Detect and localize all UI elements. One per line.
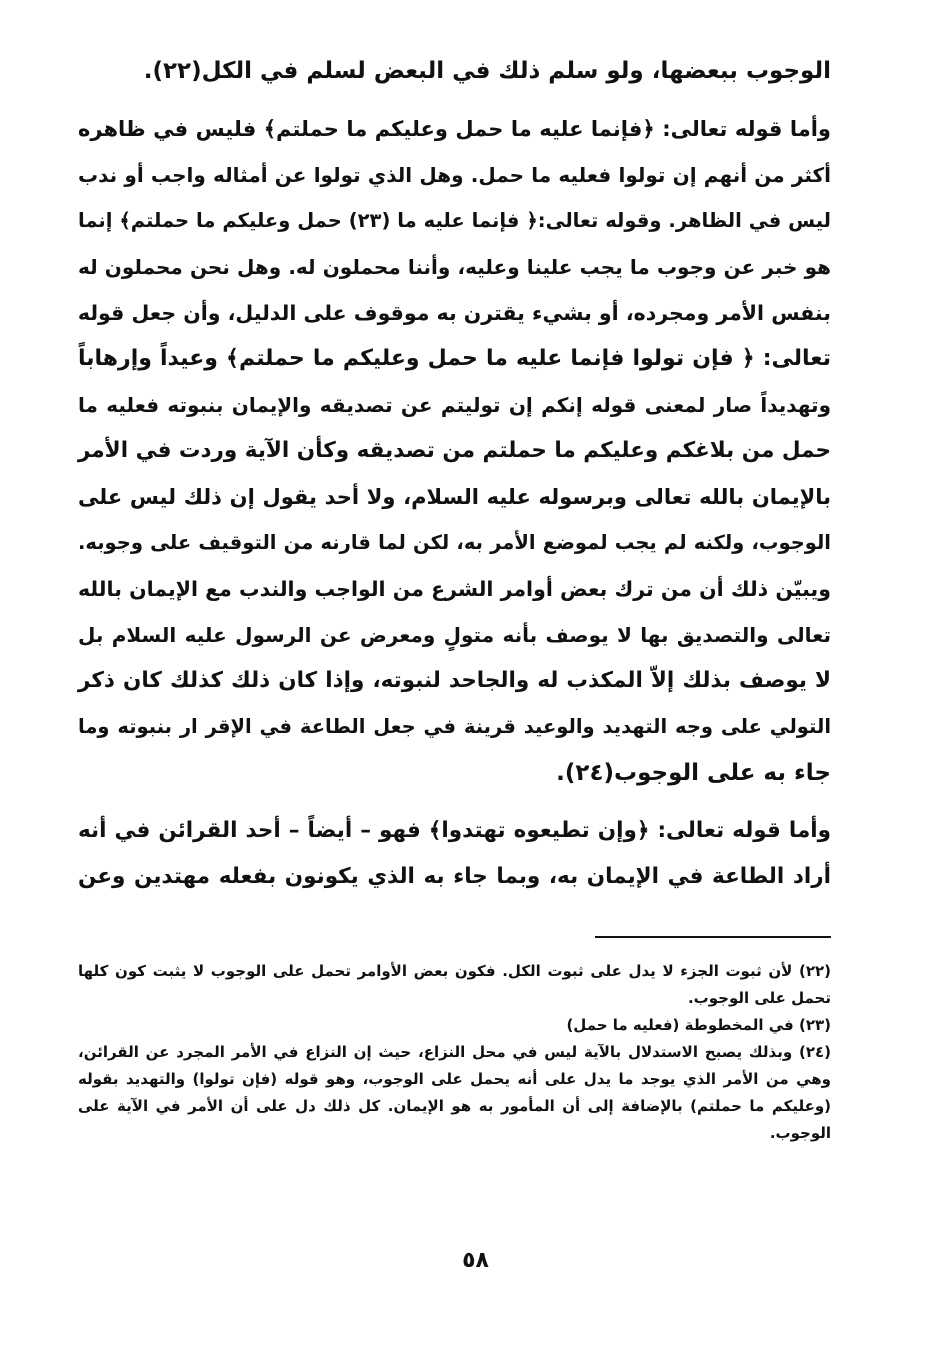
text-line: لا يوصف بذلك إلاّ المكذب له والجاحد لنبوته، وإذا كان ذلك كذلك كان ذكر bbox=[78, 668, 831, 693]
text-line: هو خبر عن وجوب ما يجب علينا وعليه، وأننا محملون له. وهل نحن محملون له bbox=[78, 255, 831, 279]
text-line: تعالى: ﴿ فإن تولوا فإنما عليه ما حمل وعليكم ما حملتم﴾ وعيداً وإرهاباً bbox=[78, 346, 831, 371]
footnote-line: (٢٣) في المخطوطة (فعليه ما حمل) bbox=[566, 1016, 831, 1034]
page-number: ٥٨ bbox=[462, 1248, 489, 1273]
footnote-line: (٢٤) وبذلك يصبح الاستدلال بالآية ليس في محل النزاع، حيث إن النزاع في الأمر المجرد عن القرائن، bbox=[78, 1043, 831, 1061]
footnote-divider bbox=[595, 936, 831, 938]
paragraph-gap bbox=[78, 796, 831, 808]
text-line: التولي على وجه التهديد والوعيد قرينة في جعل الطاعة في الإقر ار بنبوته وما bbox=[78, 715, 831, 738]
footnote-line: (وعليكم ما حملتم) بالإضافة إلى أن المأمور به هو الإيمان. كل ذلك دل على أن الأمر في الآية على bbox=[78, 1097, 831, 1115]
footnote-line: الوجوب. bbox=[769, 1124, 831, 1142]
text-line: بالإيمان بالله تعالى وبرسوله عليه السلام، ولا أحد يقول إن ذلك ليس على bbox=[78, 485, 831, 509]
footnote-line: تحمل على الوجوب. bbox=[687, 989, 831, 1007]
text-line: الوجوب، ولكنه لم يجب لموضع الأمر به، لكن لما قارنه من التوقيف على وجوبه. bbox=[78, 531, 831, 554]
footnote-line: (٢٢) لأن ثبوت الجزء لا يدل على ثبوت الكل. فكون بعض الأوامر تحمل على الوجوب لا يثبت كون كلها bbox=[78, 962, 831, 980]
text-line: ويبيّن ذلك أن من ترك بعض أوامر الشرع من الواجب والندب مع الإيمان بالله bbox=[78, 577, 831, 601]
text-line: أكثر من أنهم إن تولوا فعليه ما حمل. وهل الذي تولوا عن أمثاله واجب أو ندب bbox=[78, 163, 831, 187]
text-line: وتهديداً صار لمعنى قوله إنكم إن توليتم عن تصديقه والإيمان بنبوته فعليه ما bbox=[78, 393, 831, 417]
footnote-line: وهي من الأمر الذي يوجد ما يدل على أنه يحمل على الوجوب، وهو قوله (فإن تولوا) والتهديد بقوله bbox=[78, 1070, 831, 1088]
main-text bbox=[78, 48, 831, 900]
text-line: الوجوب ببعضها، ولو سلم ذلك في البعض لسلم في الكل(٢٢). bbox=[143, 58, 831, 84]
text-line: وأما قوله تعالى: ﴿وإن تطيعوه تهتدوا﴾ فهو – أيضاً – أحد القرائن في أنه bbox=[78, 818, 831, 843]
text-line: بنفس الأمر ومجرده، أو بشيء يقترن به موقوف على الدليل، وأن جعل قوله bbox=[77, 301, 831, 325]
text-line: جاء به على الوجوب(٢٤). bbox=[556, 760, 831, 786]
text-line: أراد الطاعة في الإيمان به، وبما جاء به الذي يكونون بفعله مهتدين وعن bbox=[78, 864, 831, 889]
text-line: حمل من بلاغكم وعليكم ما حملتم من تصديقه وكأن الآية وردت في الأمر bbox=[78, 438, 831, 463]
text-line: ليس في الظاهر. وقوله تعالى:﴿ فإنما عليه ما (٢٣) حمل وعليكم ما حملتم﴾ إنما bbox=[78, 209, 831, 232]
paragraph-gap bbox=[78, 94, 831, 106]
footnotes bbox=[78, 958, 831, 1147]
text-line: تعالى والتصديق بها لا يوصف بأنه متولٍ ومعرض عن الرسول عليه السلام بل bbox=[78, 623, 831, 647]
text-line: وأما قوله تعالى: ﴿فإنما عليه ما حمل وعليكم ما حملتم﴾ فليس في ظاهره bbox=[78, 117, 831, 141]
